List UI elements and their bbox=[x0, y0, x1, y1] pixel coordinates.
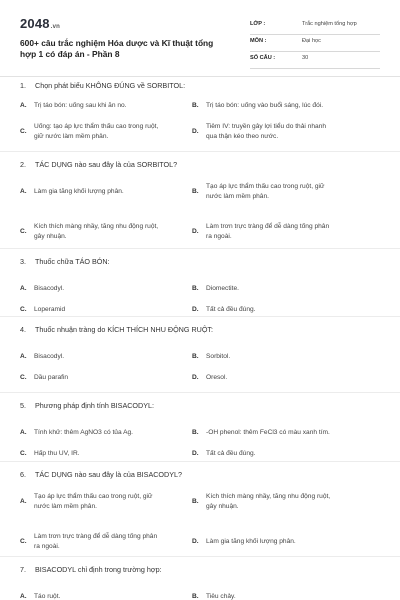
question-divider bbox=[0, 392, 400, 393]
logo-tld: .vn bbox=[50, 24, 61, 30]
answer-option-d[interactable] bbox=[192, 537, 367, 547]
option-letter: D. bbox=[192, 128, 199, 135]
question-text: Thuốc nhuận tràng do KÍCH THÍCH NHU ĐỘNG RUỘT: bbox=[35, 325, 214, 334]
option-letter: B. bbox=[192, 498, 199, 505]
answer-option-c[interactable] bbox=[20, 222, 195, 242]
answer-option-b[interactable] bbox=[192, 428, 367, 438]
answer-option-a[interactable] bbox=[20, 492, 195, 512]
option-letter: C. bbox=[20, 538, 27, 545]
question-divider bbox=[0, 461, 400, 462]
option-text: nước làm mềm phân. bbox=[34, 503, 97, 510]
option-text: -OH phenol: thêm FeCl3 có màu xanh tím. bbox=[206, 429, 330, 436]
meta-label: LỚP : bbox=[250, 21, 266, 27]
option-letter: A. bbox=[20, 498, 27, 505]
option-letter: C. bbox=[20, 228, 27, 235]
answer-option-a[interactable] bbox=[20, 284, 195, 294]
option-text: Tiêu chảy. bbox=[206, 593, 236, 600]
option-letter: B. bbox=[192, 353, 199, 360]
question-stem bbox=[20, 565, 162, 574]
meta-label: MÔN : bbox=[250, 38, 267, 44]
option-letter: B. bbox=[192, 285, 199, 292]
option-text: Loperamid bbox=[34, 306, 66, 313]
document-title: 600+ câu trắc nghiệm Hóa dược và Kĩ thuật tổng hợp 1 có đáp án - Phần 8 bbox=[20, 38, 214, 59]
option-text: Tính khử: thêm AgNO3 có tủa Ag. bbox=[34, 429, 133, 436]
option-text: ra ngoài. bbox=[206, 233, 232, 240]
option-text: Trị táo bón: uống vào buổi sáng, lúc đói. bbox=[206, 102, 324, 109]
answer-option-a[interactable] bbox=[20, 592, 195, 600]
question-stem bbox=[20, 401, 154, 410]
meta-row-count bbox=[250, 52, 380, 69]
question-stem bbox=[20, 160, 177, 169]
option-letter: C. bbox=[20, 450, 27, 457]
document-meta bbox=[250, 18, 380, 69]
option-letter: B. bbox=[192, 188, 199, 195]
answer-option-a[interactable] bbox=[20, 352, 195, 362]
logo-text: 2048 bbox=[20, 16, 50, 31]
question-stem bbox=[20, 257, 110, 266]
question-divider bbox=[0, 248, 400, 249]
option-letter: A. bbox=[20, 429, 27, 436]
option-text: Oresol. bbox=[206, 374, 228, 381]
answer-option-c[interactable] bbox=[20, 122, 195, 142]
question-text: Chọn phát biểu KHÔNG ĐÚNG về SORBITOL: bbox=[35, 81, 186, 90]
meta-row-class bbox=[250, 18, 380, 35]
option-text: Hấp thu UV, IR. bbox=[34, 450, 80, 457]
option-letter: A. bbox=[20, 285, 27, 292]
option-text: nước làm mềm phân. bbox=[206, 193, 269, 200]
answer-option-a[interactable] bbox=[20, 187, 195, 197]
question-number: 7. bbox=[20, 565, 26, 574]
option-letter: A. bbox=[20, 593, 27, 600]
option-letter: A. bbox=[20, 188, 27, 195]
question-number: 2. bbox=[20, 160, 26, 169]
option-text: Dầu parafin bbox=[34, 374, 69, 381]
option-text: Tất cả đều đúng. bbox=[206, 306, 256, 313]
question-divider bbox=[0, 316, 400, 317]
answer-option-a[interactable] bbox=[20, 101, 195, 111]
question-number: 1. bbox=[20, 81, 26, 90]
meta-value: Trắc nghiệm tổng hợp bbox=[302, 21, 357, 27]
option-text: gây nhuận. bbox=[206, 503, 239, 510]
question-text: TÁC DỤNG nào sau đây là của BISACODYL? bbox=[35, 470, 183, 479]
document-header bbox=[20, 14, 382, 74]
answer-option-b[interactable] bbox=[192, 352, 367, 362]
option-letter: B. bbox=[192, 102, 199, 109]
answer-option-b[interactable] bbox=[192, 182, 367, 202]
option-text: Tạo áp lực thẩm thấu cao trong ruột, giữ bbox=[34, 493, 153, 500]
option-letter: C. bbox=[20, 374, 27, 381]
option-text: Táo ruột. bbox=[34, 593, 61, 600]
question-divider bbox=[0, 151, 400, 152]
answer-option-a[interactable] bbox=[20, 428, 195, 438]
meta-label: SỐ CÂU : bbox=[250, 55, 276, 61]
answer-option-b[interactable] bbox=[192, 284, 367, 294]
option-text: Làm trơn trực tràng để dễ dàng tống phân bbox=[34, 533, 158, 540]
question-number: 3. bbox=[20, 257, 26, 266]
option-text: Làm trơn trực tràng để dễ dàng tống phân bbox=[206, 223, 330, 230]
answer-option-c[interactable] bbox=[20, 532, 195, 552]
question-stem bbox=[20, 81, 185, 90]
answer-option-b[interactable] bbox=[192, 101, 367, 111]
option-text: Bisacodyl. bbox=[34, 353, 65, 360]
answer-option-d[interactable] bbox=[192, 373, 367, 383]
question-text: TÁC DỤNG nào sau đây là của SORBITOL? bbox=[35, 160, 178, 169]
question-text: BISACODYL chỉ định trong trường hợp: bbox=[35, 565, 162, 574]
question-number: 6. bbox=[20, 470, 26, 479]
question-divider bbox=[0, 556, 400, 557]
option-letter: C. bbox=[20, 306, 27, 313]
option-text: Sorbitol. bbox=[206, 353, 231, 360]
option-text: Trị táo bón: uống sau khi ăn no. bbox=[34, 102, 127, 109]
question-text: Thuốc chữa TÁO BÓN: bbox=[35, 257, 110, 266]
option-letter: A. bbox=[20, 102, 27, 109]
option-letter: D. bbox=[192, 538, 199, 545]
option-text: Kích thích màng nhầy, tăng nhu động ruột, bbox=[34, 223, 159, 230]
answer-option-c[interactable] bbox=[20, 449, 195, 459]
option-text: Tạo áp lực thẩm thấu cao trong ruột, giữ bbox=[206, 183, 325, 190]
meta-value: Đại học bbox=[302, 38, 321, 44]
option-letter: B. bbox=[192, 593, 199, 600]
option-text: Tất cả đều đúng. bbox=[206, 450, 256, 457]
question-number: 4. bbox=[20, 325, 26, 334]
answer-option-b[interactable] bbox=[192, 492, 367, 512]
option-text: giữ nước làm mềm phân. bbox=[34, 133, 109, 140]
option-text: Làm gia tăng khối lượng phân. bbox=[34, 188, 124, 195]
header-divider bbox=[0, 76, 400, 77]
option-text: Làm gia tăng khối lượng phân. bbox=[206, 538, 296, 545]
option-text: Uống: tạo áp lực thẩm thấu cao trong ruột, bbox=[34, 123, 159, 130]
option-letter: D. bbox=[192, 228, 199, 235]
meta-value: 30 bbox=[302, 55, 309, 61]
option-text: qua thận kéo theo nước. bbox=[206, 133, 279, 140]
answer-option-c[interactable] bbox=[20, 305, 195, 315]
question-text: Phương pháp định tính BISACODYL: bbox=[35, 401, 155, 410]
option-letter: C. bbox=[20, 128, 27, 135]
option-text: Kích thích màng nhầy, tăng nhu động ruột, bbox=[206, 493, 331, 500]
answer-option-d[interactable] bbox=[192, 449, 367, 459]
option-text: ra ngoài. bbox=[34, 543, 60, 550]
question-stem bbox=[20, 470, 182, 479]
answer-option-c[interactable] bbox=[20, 373, 195, 383]
option-letter: B. bbox=[192, 429, 199, 436]
option-letter: D. bbox=[192, 374, 199, 381]
option-text: Diomectite. bbox=[206, 285, 239, 292]
option-text: gây nhuận. bbox=[34, 233, 67, 240]
answer-option-d[interactable] bbox=[192, 222, 367, 242]
option-text: Tiêm IV: truyền gây lợi tiểu do thải nhanh bbox=[206, 123, 327, 130]
option-text: Bisacodyl. bbox=[34, 285, 65, 292]
question-number: 5. bbox=[20, 401, 26, 410]
option-letter: A. bbox=[20, 353, 27, 360]
answer-option-b[interactable] bbox=[192, 592, 367, 600]
meta-row-subject bbox=[250, 35, 380, 52]
answer-option-d[interactable] bbox=[192, 305, 367, 315]
answer-option-d[interactable] bbox=[192, 122, 367, 142]
option-letter: D. bbox=[192, 450, 199, 457]
site-logo[interactable] bbox=[20, 16, 60, 31]
question-stem bbox=[20, 325, 213, 334]
option-letter: D. bbox=[192, 306, 199, 313]
